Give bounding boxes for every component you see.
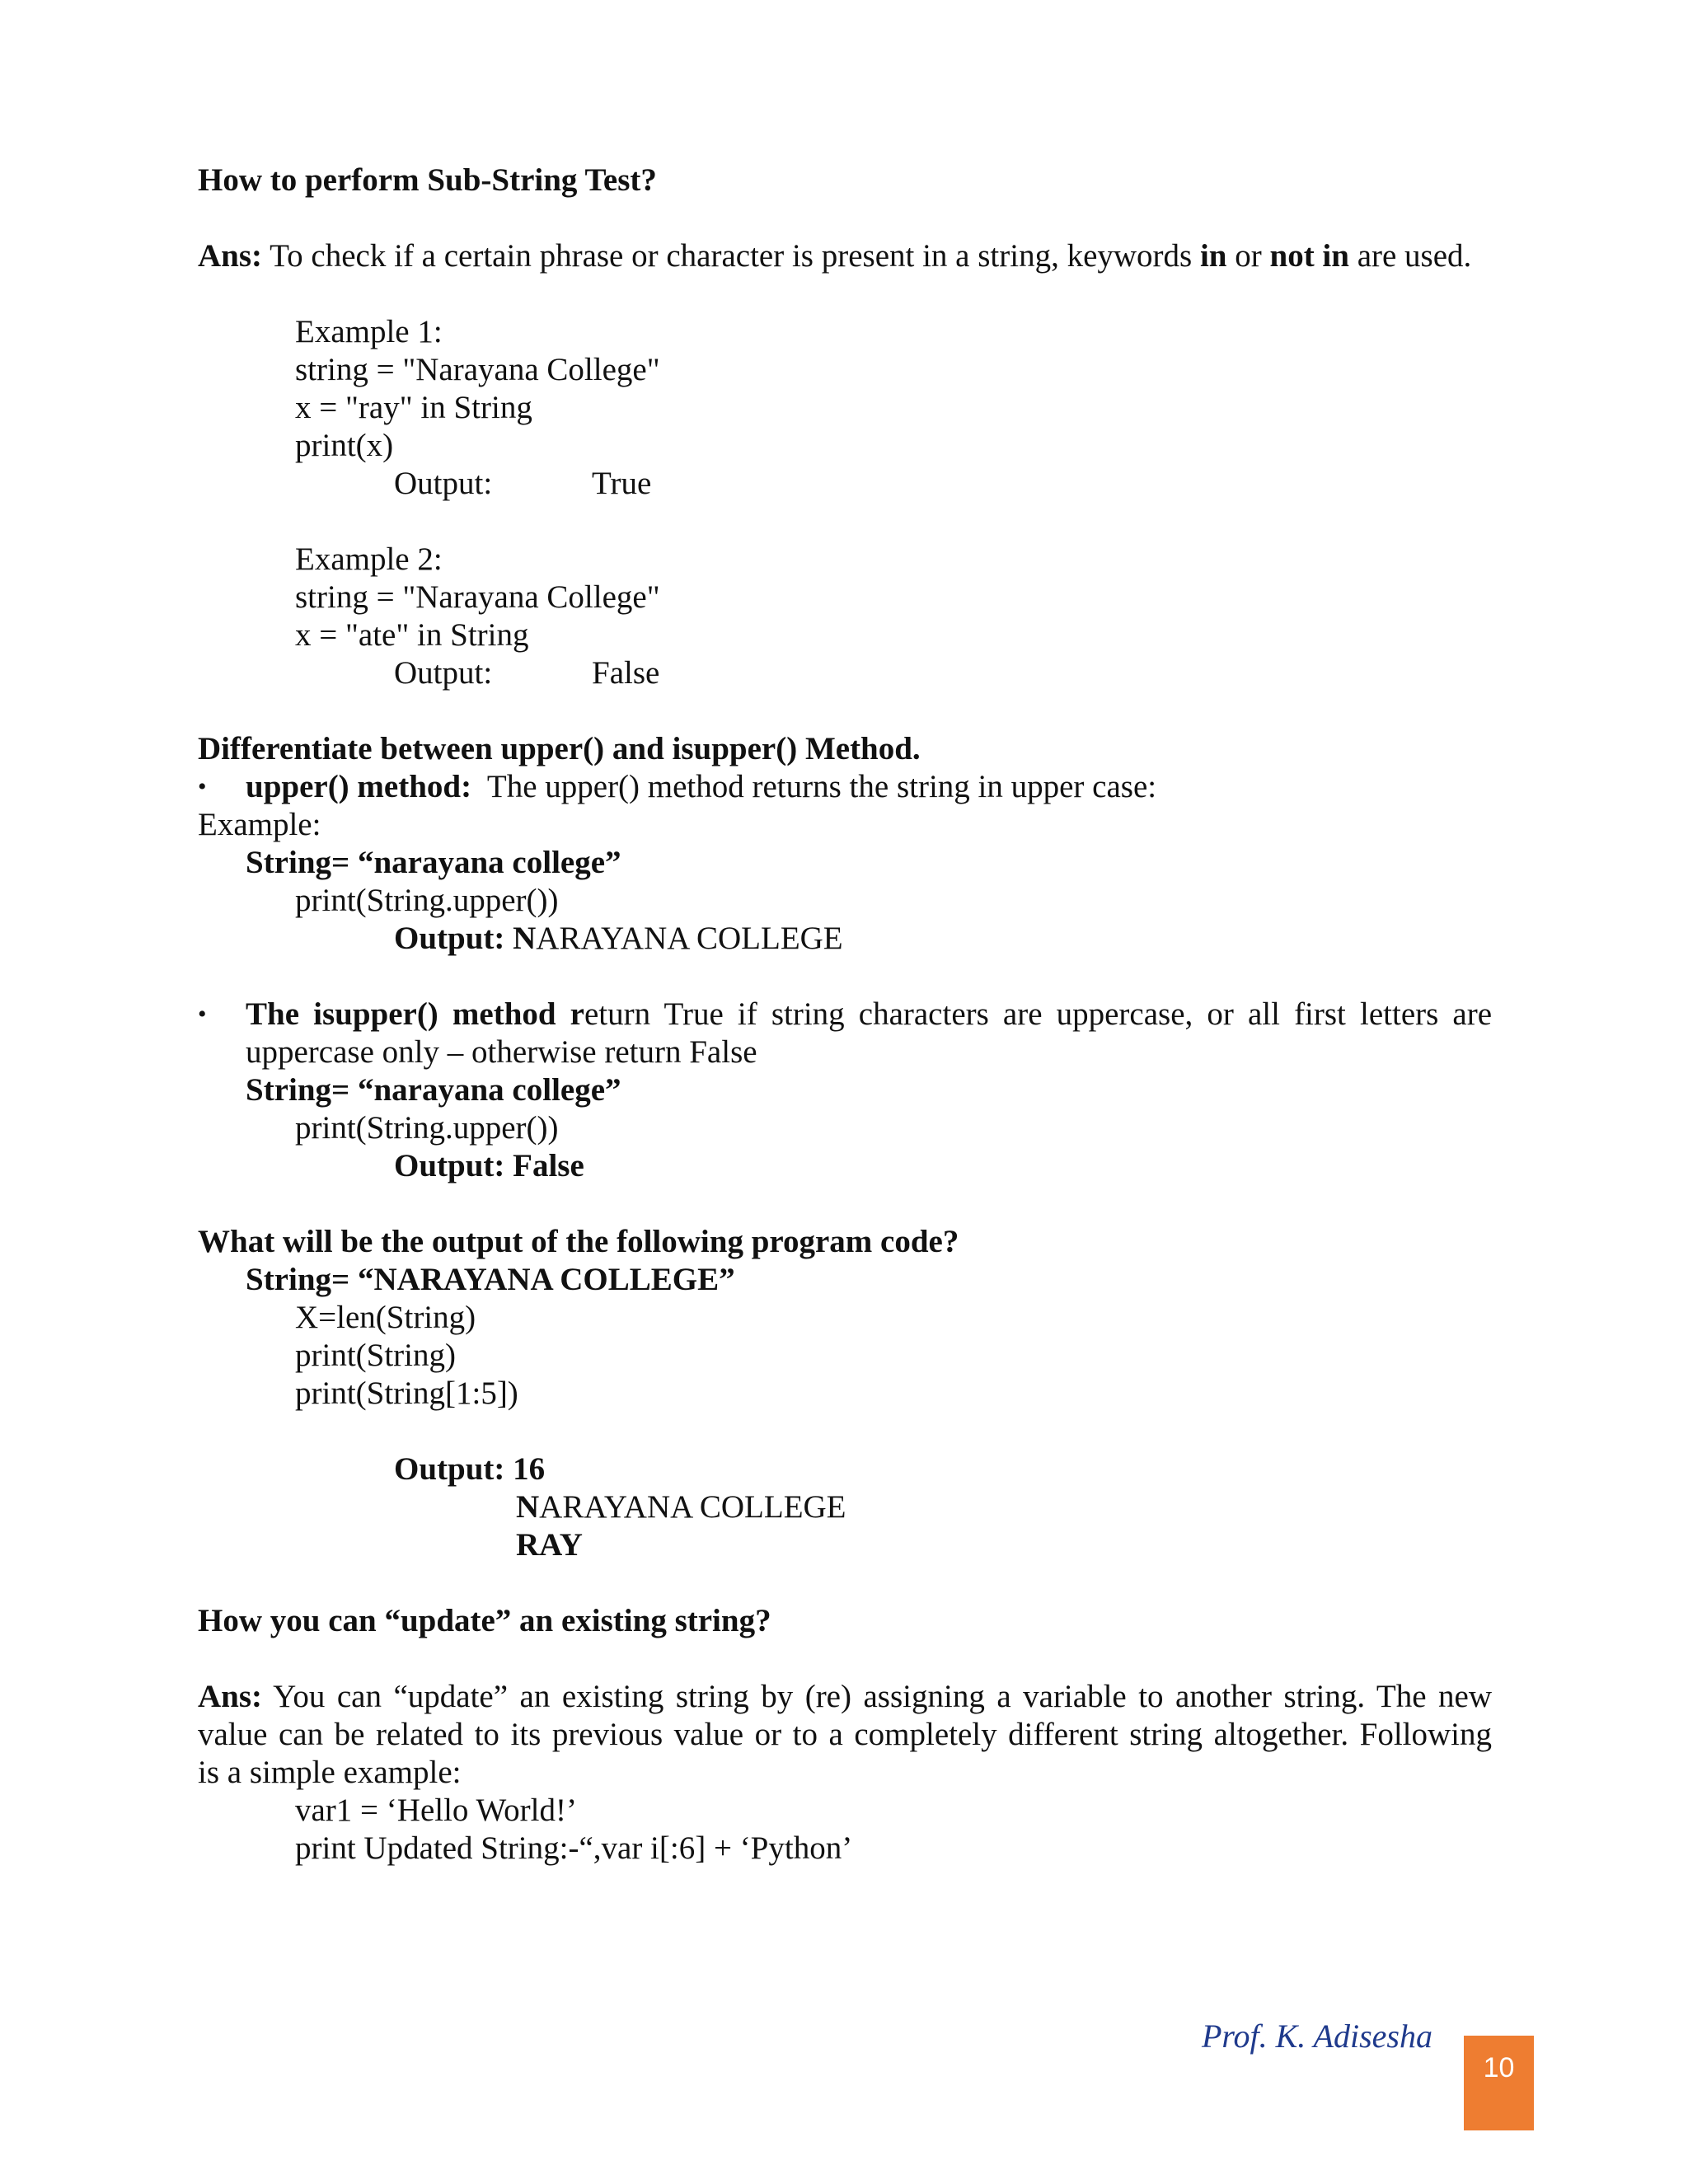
example2-output-label: Output: bbox=[394, 655, 493, 691]
example2-code-line: x = "ate" in String bbox=[295, 617, 529, 653]
example1-code-line: string = "Narayana College" bbox=[295, 352, 660, 387]
program-output-line: NARAYANA COLLEGE bbox=[516, 1489, 846, 1525]
heading-upper-isupper: Differentiate between upper() and isupper() Method. bbox=[198, 731, 921, 766]
code-line: X=len(String) bbox=[295, 1300, 476, 1335]
bullet-isupper-method: The isupper() method return True if string characters are uppercase, or all first letters are bbox=[246, 996, 1493, 1032]
code-print-line: print(String.upper()) bbox=[295, 883, 559, 918]
isupper-output: Output: False bbox=[394, 1148, 584, 1183]
bullet-icon: • bbox=[198, 1001, 207, 1028]
example1-title: Example 1: bbox=[295, 314, 443, 349]
heading-program-output: What will be the output of the following program code? bbox=[198, 1224, 959, 1259]
bullet-icon: • bbox=[198, 773, 207, 800]
bullet-isupper-continued: uppercase only – otherwise return False bbox=[246, 1034, 757, 1070]
program-output-line: RAY bbox=[516, 1527, 583, 1563]
answer-substring: Ans: To check if a certain phrase or character is present in a string, keywords in or not in are used. bbox=[198, 238, 1472, 274]
example2-title: Example 2: bbox=[295, 541, 443, 577]
example2-code-line: string = "Narayana College" bbox=[295, 579, 660, 615]
code-line: print Updated String:-“,var i[:6] + ‘Python’ bbox=[295, 1830, 853, 1866]
code-line: var1 = ‘Hello World!’ bbox=[295, 1793, 577, 1828]
code-string-assign: String= “NARAYANA COLLEGE” bbox=[246, 1262, 735, 1297]
page-number: 10 bbox=[1483, 2052, 1515, 2083]
answer-update-line: value can be related to its previous value or to a completely different string altogether. Following bbox=[198, 1717, 1492, 1752]
example1-output-value: True bbox=[592, 466, 652, 501]
code-string-assign: String= “narayana college” bbox=[246, 1072, 621, 1108]
program-output-label: Output: 16 bbox=[394, 1451, 546, 1487]
example1-code-line: x = "ray" in String bbox=[295, 390, 532, 425]
bullet-upper-method: upper() method: The upper() method returns the string in upper case: bbox=[246, 769, 1157, 804]
ans-label: Ans: bbox=[198, 238, 263, 274]
example1-output-label: Output: bbox=[394, 466, 493, 501]
footer-author: Prof. K. Adisesha bbox=[1201, 2018, 1432, 2055]
keyword-not-in: not in bbox=[1269, 238, 1349, 274]
keyword-in: in bbox=[1199, 238, 1227, 274]
code-line: print(String) bbox=[295, 1338, 456, 1373]
code-line: print(String[1:5]) bbox=[295, 1376, 518, 1411]
heading-substring-test: How to perform Sub-String Test? bbox=[198, 162, 657, 198]
page-number-box bbox=[1464, 2036, 1534, 2130]
example1-code-line: print(x) bbox=[295, 428, 394, 463]
example-label: Example: bbox=[198, 807, 321, 842]
answer-update-line: Ans: You can “update” an existing string by (re) assigning a variable to another string. The new bbox=[198, 1679, 1492, 1714]
answer-update-line: is a simple example: bbox=[198, 1755, 462, 1790]
code-print-line: print(String.upper()) bbox=[295, 1110, 559, 1146]
code-string-assign: String= “narayana college” bbox=[246, 845, 621, 880]
example2-output-value: False bbox=[592, 655, 660, 691]
heading-update-string: How you can “update” an existing string? bbox=[198, 1603, 771, 1638]
upper-output: Output: NARAYANA COLLEGE bbox=[394, 921, 843, 956]
